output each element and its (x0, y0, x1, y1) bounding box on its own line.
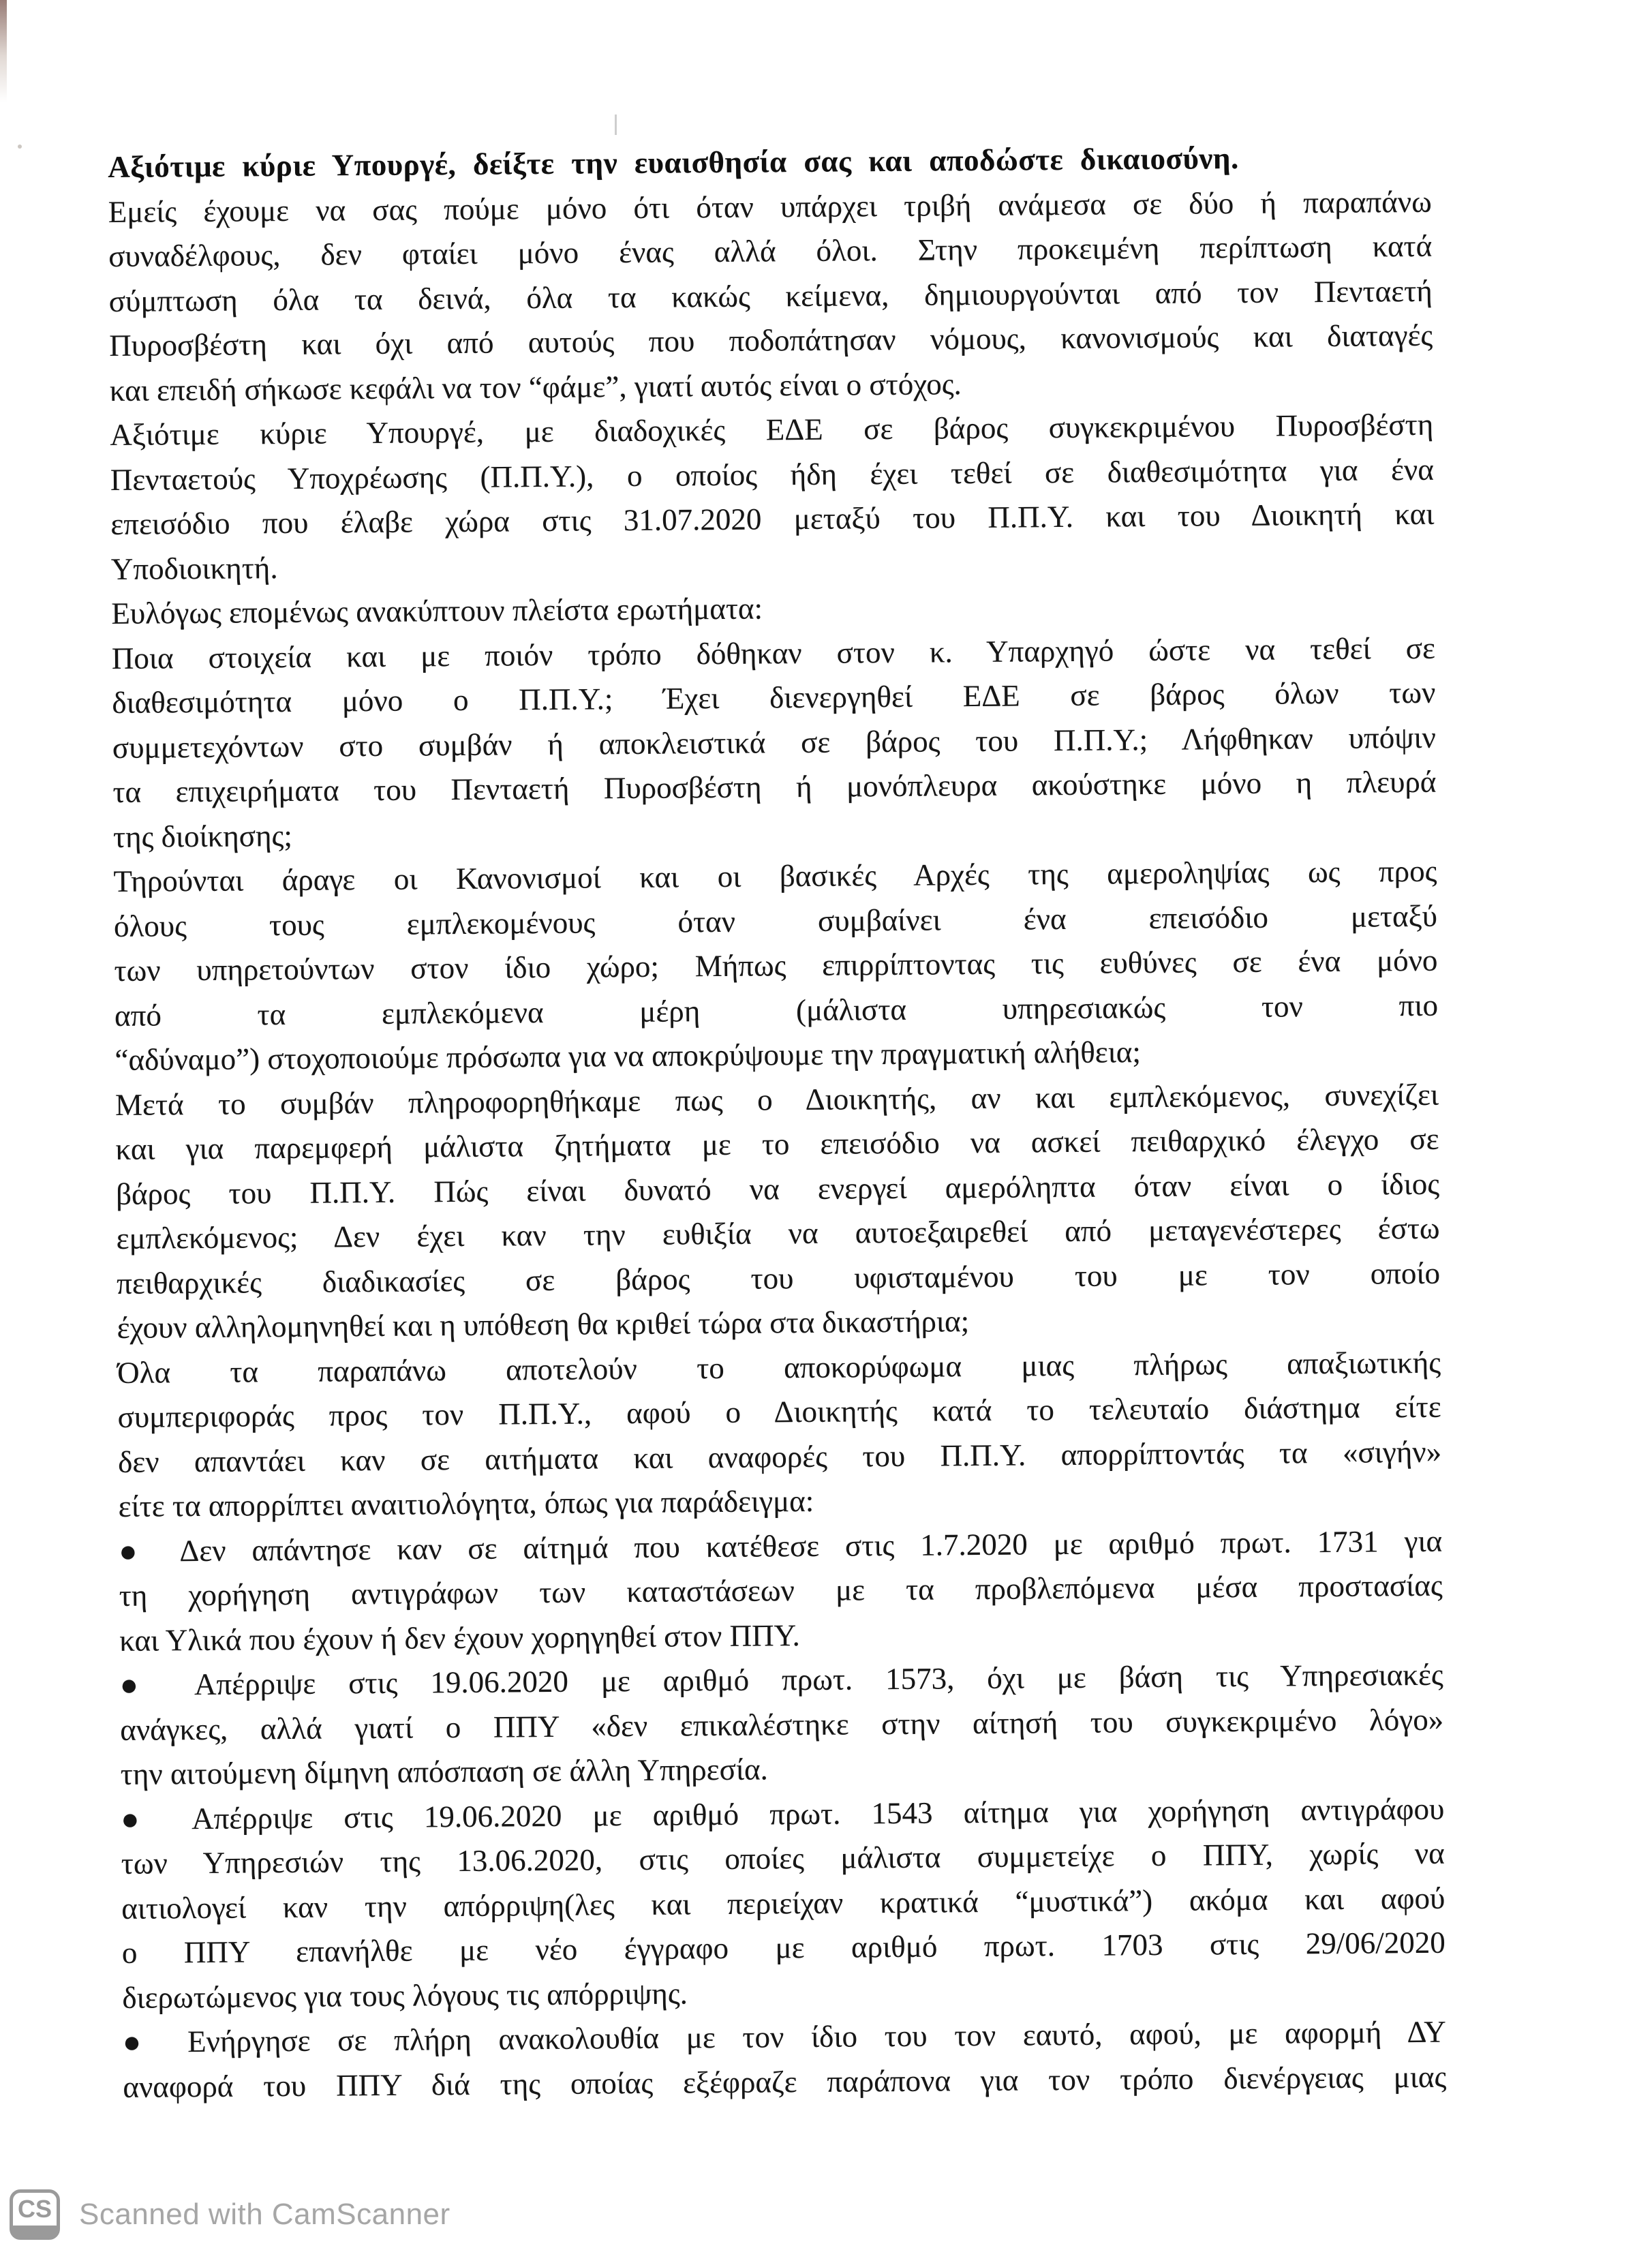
text-line: πειθαρχικές διαδικασίες σε βάρος του υφισταμένου του με τον οποίο (116, 1256, 1441, 1301)
paragraph (113, 849, 1439, 1083)
text-line: Όλα τα παραπάνω αποτελούν το αποκορύφωμα μιας πλήρως απαξιωτικής (117, 1345, 1441, 1390)
text-line: αιτιολογεί καν την απόρριψη(λες και περιείχαν κρατικά “μυστικά”) ακόμα και αφού (121, 1881, 1446, 1926)
text-line: Μετά το συμβάν πληροφορηθήκαμε πως ο Διοικητής, αν και εμπλεκόμενος, συνεχίζει (114, 1077, 1439, 1122)
text-line: Πυροσβέστη και όχι από αυτούς που ποδοπάτησαν νόμους, κανονισμούς και διαταγές (109, 318, 1433, 363)
text-line: και επειδή σήκωσε κεφάλι να τον “φάμε”, γιατί αυτός είναι ο στόχος. (109, 366, 962, 408)
text-line: συμπεριφοράς προς τον Π.Π.Υ., αφού ο Διοικητής κατά το τελευταίο διάστημα είτε (117, 1389, 1441, 1434)
text-line: τα επιχειρήματα του Πενταετή Πυροσβέστη ή μονόπλευρα ακούστηκε μόνο η πλευρά (112, 764, 1437, 809)
text-line: αναφορά του ΠΠΥ διά της οποίας εξέφραζε παράπονα για τον τρόπο διενέργειας μιας (123, 2059, 1447, 2104)
paragraph (117, 1340, 1442, 1529)
scan-edge-artifact (0, 0, 7, 102)
bullet-paragraph (123, 2010, 1447, 2110)
paragraph (112, 626, 1437, 860)
paragraph (115, 1072, 1441, 1350)
text-line: της διοίκησης; (112, 818, 293, 854)
text-line: την αιτούμενη δίμηνη απόσπαση σε άλλη Υπηρεσία. (120, 1752, 768, 1791)
document-body (108, 135, 1447, 2110)
text-line: όλους τους εμπλεκομένους όταν συμβαίνει ένα επεισόδιο μεταξύ (113, 898, 1438, 943)
scan-speck-artifact (615, 115, 617, 135)
text-line: ο ΠΠΥ επανήλθε με νέο έγγραφο με αριθμό πρωτ. 1703 στις 29/06/2020 (121, 1925, 1446, 1970)
paragraph (108, 179, 1434, 413)
text-line: Ποια στοιχεία και με ποιόν τρόπο δόθηκαν στον κ. Υπαρχηγό ώστε να τεθεί σε (111, 631, 1436, 675)
text-line: ● Ενήργησε σε πλήρη ανακολουθία με τον ίδιο του τον εαυτό, αφού, με αφορμή ΔΥ (122, 2014, 1446, 2059)
text-line: είτε τα απορρίπτει αναιτιολόγητα, όπως για παράδειγμα: (118, 1483, 814, 1523)
text-line: των Υπηρεσιών της 13.06.2020, στις οποίες μάλιστα συμμετείχε ο ΠΠΥ, χωρίς να (121, 1836, 1445, 1881)
text-line: έχουν αλληλομηνηθεί και η υπόθεση θα κριθεί τώρα στα δικαστήρια; (117, 1304, 970, 1345)
text-line: Υποδιοικητή. (110, 550, 278, 586)
camscanner-logo-text: CS (17, 2195, 52, 2223)
bullet-paragraph (121, 1787, 1446, 2020)
text-line: διερωτώμενος για τους λόγους τις απόρριψης. (122, 1975, 688, 2015)
text-line: διαθεσιμότητα μόνο ο Π.Π.Υ.; Έχει διενεργηθεί ΕΔΕ σε βάρος όλων των (112, 675, 1436, 720)
text-line: Τηρούνται άραγε οι Κανονισμοί και οι βασικές Αρχές της αμεροληψίας ως προς (113, 853, 1437, 898)
camscanner-logo-bar (12, 2226, 57, 2237)
text-line: επεισόδιο που έλαβε χώρα στις 31.07.2020 μεταξύ του Π.Π.Υ. και του Διοικητή και (110, 496, 1435, 541)
text-line: ανάγκες, αλλά γιατί ο ΠΠΥ «δεν επικαλέστηκε στην αίτησή του συγκεκριμένο λόγο» (120, 1702, 1444, 1747)
text-line: Πενταετούς Υποχρέωσης (Π.Π.Υ.), ο οποίος ήδη έχει τεθεί σε διαθεσιμότητα για ένα (110, 452, 1434, 497)
camscanner-logo-icon (10, 2189, 60, 2240)
text-line: Ευλόγως επομένως ανακύπτουν πλείστα ερωτήματα: (111, 591, 763, 631)
text-line: συναδέλφους, δεν φταίει μόνο ένας αλλά όλοι. Στην προκειμένη περίπτωση κατά (108, 228, 1433, 273)
text-line: βάρος του Π.Π.Υ. Πώς είναι δυνατό να ενεργεί αμερόληπτα όταν είναι ο ίδιος (115, 1166, 1440, 1211)
text-line: και Υλικά που έχουν ή δεν έχουν χορηγηθεί στον ΠΠΥ. (119, 1617, 800, 1658)
text-line: δεν απαντάει καν σε αιτήματα και αναφορές του Π.Π.Υ. απορρίπτοντάς τα «σιγήν» (117, 1434, 1442, 1479)
bullet-paragraph (119, 1653, 1443, 1797)
text-line: των υπηρετούντων στον ίδιο χώρο; Μήπως επιρρίπτοντας τις ευθύνες σε ένα μόνο (114, 943, 1438, 988)
text-line: συμμετεχόντων στο συμβάν ή αποκλειστικά σε βάρος του Π.Π.Υ.; Λήφθηκαν υπόψιν (112, 720, 1437, 765)
text-line: ● Απέρριψε στις 19.06.2020 με αριθμό πρωτ. 1573, όχι με βάση τις Υπηρεσιακές (119, 1657, 1443, 1702)
camscanner-footer (10, 2189, 450, 2240)
text-line: εμπλεκόμενος; Δεν έχει καν την ευθιξία να αυτοεξαιρεθεί από μεταγενέστερες έστω (116, 1211, 1440, 1256)
text-line: ● Απέρριψε στις 19.06.2020 με αριθμό πρωτ. 1543 αίτημα για χορήγηση αντιγράφου (121, 1791, 1445, 1836)
text-line: από τα εμπλεκόμενα μέρη (μάλιστα υπηρεσιακώς τον πιο (114, 988, 1439, 1033)
paragraph (110, 403, 1435, 592)
text-line: ● Δεν απάντησε καν σε αίτημά που κατέθεσε στις 1.7.2020 με αριθμό πρωτ. 1731 για (119, 1523, 1443, 1568)
text-line: Αξιότιμε κύριε Υπουργέ, με διαδοχικές ΕΔΕ σε βάρος συγκεκριμένου Πυροσβέστη (110, 407, 1434, 452)
text-line: “αδύναμο”) στοχοποιούμε πρόσωπα για να αποκρύψουμε την πραγματική αλήθεια; (114, 1035, 1142, 1077)
text-line: τη χορήγηση αντιγράφων των καταστάσεων με τα προβλεπόμενα μέσα προστασίας (119, 1568, 1443, 1613)
text-line: Αξιότιμε κύριε Υπουργέ, δείξτε την ευαισθησία σας και αποδώστε δικαιοσύνη. (108, 140, 1239, 184)
bullet-paragraph (119, 1519, 1443, 1663)
text-line: και για παρεμφερή μάλιστα ζητήματα με το επεισόδιο να ασκεί πειθαρχικό έλεγχο σε (115, 1121, 1439, 1166)
scan-speck-artifact (18, 145, 22, 149)
text-line: Εμείς έχουμε να σας πούμε μόνο ότι όταν υπάρχει τριβή ανάμεσα σε δύο ή παραπάνω (108, 184, 1432, 229)
text-line: σύμπτωση όλα τα δεινά, όλα τα κακώς κείμενα, δημιουργούνται από τον Πενταετή (108, 273, 1433, 318)
camscanner-label: Scanned with CamScanner (79, 2198, 450, 2231)
